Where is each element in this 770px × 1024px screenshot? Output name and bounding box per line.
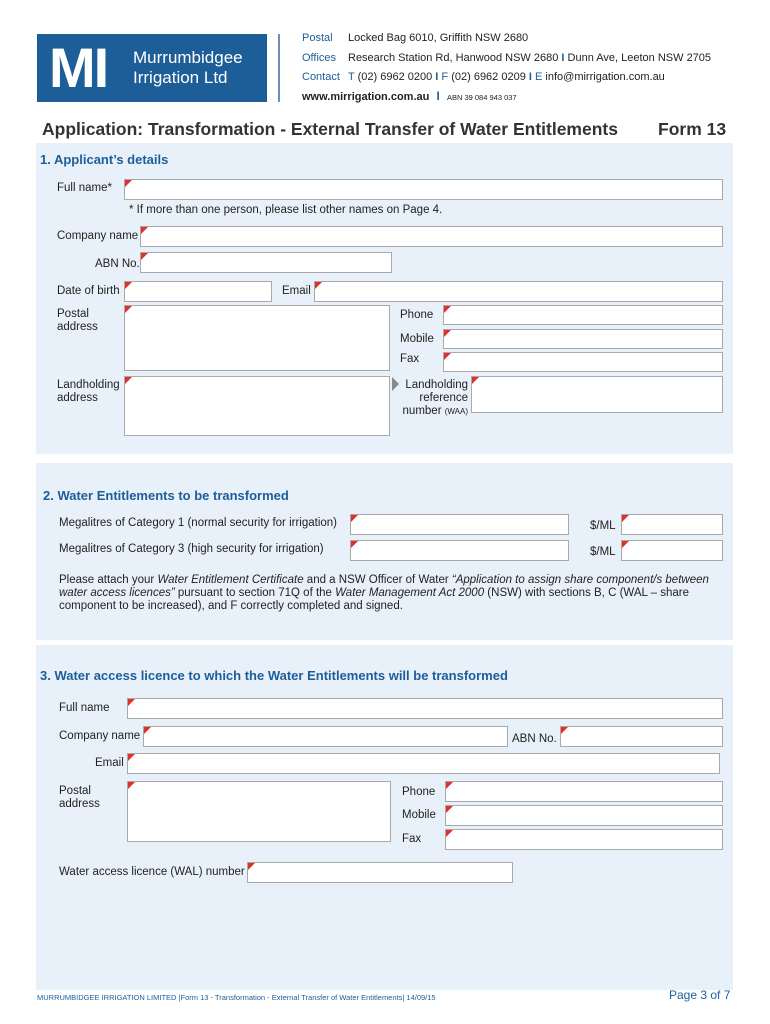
ref-number-word: number: [402, 405, 442, 417]
abn-number: ABN 39 084 943 037: [446, 93, 517, 102]
waa-note: (WAA): [444, 407, 468, 416]
email-field[interactable]: [314, 281, 723, 302]
wal-number-label: Water access licence (WAL) number: [59, 866, 245, 878]
abn-label: ABN No.: [512, 733, 557, 745]
fax-label: Fax: [402, 833, 422, 845]
mobile-label: Mobile: [402, 809, 436, 821]
full-name-field[interactable]: [127, 698, 723, 719]
postal-label-line1: Postal: [59, 785, 91, 797]
full-name-label: Full name: [59, 702, 110, 714]
website-link[interactable]: www.mirrigation.com.au: [302, 91, 430, 103]
note-emphasis: water access licences”: [59, 587, 175, 599]
attachment-note: [59, 574, 729, 613]
company-name-label: Company name: [57, 230, 139, 242]
separator: I: [435, 71, 439, 83]
postal-label: Postal: [302, 32, 333, 44]
section-title: 2. Water Entitlements to be transformed: [43, 488, 289, 503]
company-logo: [37, 34, 267, 102]
note-text: and a NSW Officer of Water: [303, 574, 452, 586]
separator: I: [528, 71, 532, 83]
company-name-field[interactable]: [143, 726, 508, 747]
dob-field[interactable]: [124, 281, 272, 302]
ref-label-line2: reference: [419, 392, 468, 404]
landholding-label-line2: address: [57, 392, 98, 404]
postal-address-label: [57, 308, 98, 334]
offices-label: Offices: [302, 52, 337, 64]
category3-unit: $/ML: [590, 546, 616, 558]
category3-label: Megalitres of Category 3 (high security for irrigation): [59, 543, 324, 555]
mobile-label: Mobile: [400, 333, 434, 345]
contact-fax: (02) 6962 0209: [451, 71, 526, 83]
logo-name-line2: Irrigation Ltd: [133, 68, 228, 87]
ref-label-line1: Landholding: [405, 379, 468, 391]
landholding-ref-label: [400, 379, 468, 418]
full-name-field[interactable]: [124, 179, 723, 200]
category1-unit: $/ML: [590, 520, 616, 532]
full-name-label: Full name*: [57, 182, 112, 194]
abn-field[interactable]: [560, 726, 723, 747]
category3-field[interactable]: [350, 540, 569, 561]
separator: I: [561, 52, 565, 64]
office-leeton: Dunn Ave, Leeton NSW 2705: [567, 52, 712, 64]
fax-field[interactable]: [443, 352, 723, 372]
page-number: Page 3 of 7: [669, 988, 731, 1002]
office-hanwood: Research Station Rd, Hanwood NSW 2680: [348, 52, 559, 64]
contact-email[interactable]: info@mirrigation.com.au: [545, 71, 665, 83]
landholding-ref-field[interactable]: [471, 376, 723, 413]
postal-address-field[interactable]: [124, 305, 390, 371]
abn-label: ABN No.: [95, 258, 140, 270]
wal-number-field[interactable]: [247, 862, 513, 883]
note-text: Please attach your: [59, 574, 158, 586]
note-line2: [59, 587, 729, 600]
note-line3: component to be increased), and F correctly completed and signed.: [59, 600, 403, 612]
full-name-note: * If more than one person, please list other names on Page 4.: [129, 204, 443, 216]
email-label: Email: [95, 757, 124, 769]
dob-label: Date of birth: [57, 285, 120, 297]
website-line: [302, 91, 517, 103]
note-emphasis: Water Entitlement Certificate: [157, 574, 304, 586]
landholding-address-label: [57, 379, 120, 405]
abn-field[interactable]: [140, 252, 392, 273]
note-text: (NSW) with sections B, C (WAL – share: [484, 587, 690, 599]
mobile-field[interactable]: [445, 805, 723, 826]
contact-phone: (02) 6962 0200: [357, 71, 433, 83]
offices-address: [348, 52, 711, 64]
postal-label-line2: address: [57, 321, 98, 333]
fax-label: Fax: [400, 353, 420, 365]
logo-mark: MI: [49, 36, 108, 99]
postal-address: Locked Bag 6010, Griffith NSW 2680: [348, 32, 529, 44]
note-emphasis: “Application to assign share component/s between: [451, 574, 709, 586]
phone-label: Phone: [400, 309, 434, 321]
postal-label-line2: address: [59, 798, 100, 810]
phone-field[interactable]: [443, 305, 723, 325]
phone-label: Phone: [402, 786, 436, 798]
postal-address-field[interactable]: [127, 781, 391, 842]
form-title: Application: Transformation - External Transfer of Water Entitlements: [42, 119, 618, 139]
email-label: Email: [282, 285, 311, 297]
company-name-field[interactable]: [140, 226, 723, 247]
note-text: pursuant to section 71Q of the: [174, 587, 336, 599]
ref-label-line3: [400, 405, 468, 418]
contact-label: Contact: [302, 71, 340, 83]
company-name-label: Company name: [59, 730, 141, 742]
phone-field[interactable]: [445, 781, 723, 802]
postal-address-label: [59, 785, 100, 811]
category3-price-field[interactable]: [621, 540, 723, 561]
logo-name: [133, 48, 243, 88]
email-field[interactable]: [127, 753, 720, 774]
header-divider: [278, 34, 280, 102]
separator: I: [436, 91, 440, 103]
play-arrow-icon: [392, 377, 399, 391]
section-title: 1. Applicant’s details: [40, 152, 169, 167]
mobile-field[interactable]: [443, 329, 723, 349]
logo-name-line1: Murrumbidgee: [133, 48, 243, 67]
landholding-address-field[interactable]: [124, 376, 390, 436]
category1-label: Megalitres of Category 1 (normal security for irrigation): [59, 517, 338, 529]
phone-prefix: T: [348, 71, 355, 83]
section-title: 3. Water access licence to which the Water Entitlements will be transformed: [40, 668, 508, 683]
footer-text: MURRUMBIDGEE IRRIGATION LIMITED |Form 13 - Transformation - External Transfer of Water Entitlements| 14/09/15: [37, 993, 436, 1002]
postal-label-line1: Postal: [57, 308, 89, 320]
fax-field[interactable]: [445, 829, 723, 850]
category1-price-field[interactable]: [621, 514, 723, 535]
landholding-label-line1: Landholding: [57, 379, 120, 391]
note-emphasis: Water Management Act 2000: [335, 587, 485, 599]
contact-details: [348, 71, 665, 83]
note-line1: [59, 574, 729, 587]
form-number: Form 13: [658, 119, 727, 139]
fax-prefix: F: [441, 71, 449, 83]
email-prefix: E: [535, 71, 543, 83]
category1-field[interactable]: [350, 514, 569, 535]
